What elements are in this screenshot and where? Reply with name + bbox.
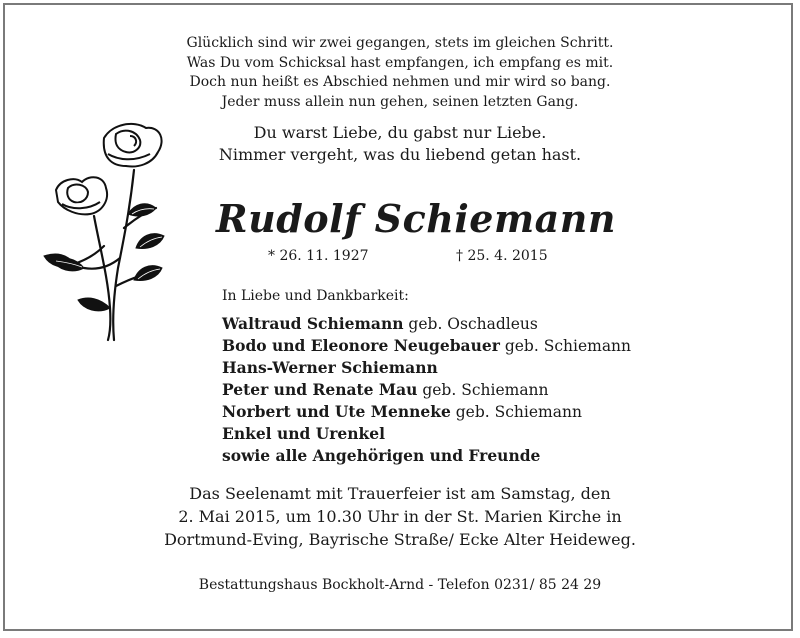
funeral-home-footer: Bestattungshaus Bockholt-Arnd - Telefon 0231/ 85 24 29: [198, 577, 602, 593]
poem-line: Doch nun heißt es Abschied nehmen und mir wird so bang.: [189, 74, 611, 90]
family-note: geb. Schiemann: [417, 381, 549, 399]
family-entry: [222, 401, 631, 423]
family-note: geb. Schiemann: [499, 337, 632, 355]
verse-line: Nimmer vergeht, was du liebend getan hast.: [218, 145, 582, 164]
family-entry: [222, 423, 631, 445]
family-list: [222, 313, 631, 467]
poem: [0, 34, 800, 112]
family-name: sowie alle Angehörigen und Freunde: [222, 446, 541, 465]
service-line: 2. Mai 2015, um 10.30 Uhr in der St. Marien Kirche in: [178, 507, 622, 526]
family-entry: [222, 357, 631, 379]
family-name: Bodo und Eleonore Neugebauer: [222, 336, 500, 355]
family-entry: [222, 335, 631, 357]
birth-date: * 26. 11. 1927: [268, 248, 369, 264]
service-line: Das Seelenamt mit Trauerfeier ist am Samstag, den: [189, 484, 611, 503]
intro-text: In Liebe und Dankbarkeit:: [222, 288, 409, 304]
poem-line: Jeder muss allein nun gehen, seinen letzten Gang.: [221, 93, 579, 110]
rose-icon: [38, 118, 170, 346]
family-note: geb. Schiemann: [450, 403, 582, 421]
service-info: [0, 482, 800, 551]
family-name: Norbert und Ute Menneke: [222, 402, 451, 421]
family-name: Enkel und Urenkel: [222, 424, 386, 443]
family-entry: [222, 313, 631, 335]
deceased-name: Rudolf Schiemann: [216, 196, 617, 241]
family-name: Hans-Werner Schiemann: [222, 358, 438, 377]
family-entry: [222, 379, 631, 401]
death-date: † 25. 4. 2015: [456, 248, 548, 264]
family-name: Peter und Renate Mau: [222, 380, 418, 399]
family-name: Waltraud Schiemann: [222, 314, 404, 333]
service-line: Dortmund-Eving, Bayrische Straße/ Ecke Alter Heideweg.: [164, 530, 636, 549]
verse-line: Du warst Liebe, du gabst nur Liebe.: [253, 123, 547, 142]
poem-line: Glücklich sind wir zwei gegangen, stets im gleichen Schritt.: [186, 35, 614, 51]
family-entry: [222, 445, 631, 467]
family-note: geb. Oschadleus: [403, 315, 538, 333]
poem-line: Was Du vom Schicksal hast empfangen, ich empfang es mit.: [186, 54, 614, 71]
